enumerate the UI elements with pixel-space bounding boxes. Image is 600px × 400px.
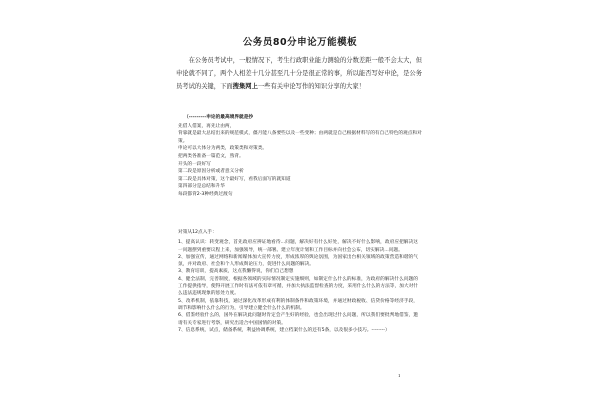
page-number: 1	[398, 373, 401, 378]
section-heading: （---------申论的最高境界就是抄	[184, 115, 254, 120]
body-line: 背靠就是最大总结出来的规范模式，僵月能八条要些以及一些变种；由两就是自己根据材料写的有自己特色的观点和对策。	[178, 131, 422, 144]
body-line: 先借人借案，再先让由两，	[178, 123, 235, 129]
list-item: 7、信息系统，试点，储备系统，利益协调系统，建立档案什么的还有5条，以及很多小技巧。--------）	[178, 327, 390, 333]
intro-paragraph	[176, 54, 422, 93]
body-line: 申论可以大体分为两类，政策类和对策类。	[178, 146, 268, 152]
intro-highlight: 搜集网上	[232, 83, 258, 90]
body-line: 第二段是原因分析或者意义分析	[178, 169, 244, 175]
body-line: 每段都背2-3种经典过渡句	[178, 191, 233, 197]
document-title: 公务员80分申论万能模板	[242, 37, 358, 48]
intro-text-before: 在公务员考试中，一般情况下，考生行政职业能力测验的分数差距一般不会太大，但申论就不同了，两个人相差十几分甚至几十分是很正常的事，所以能否写好申论，是公务员考试的关键，下面	[176, 57, 422, 90]
list-item: 1、提高认识：转变观念，首先政府应辨证地看待...问题，解决好有什么好处，解决不好什么影响，政府应把解决这一问题摆到重要议程上来，加强领导，统一部署。建立年度计划和工作目标并向社会公布，切实解决...问题。	[178, 240, 418, 253]
body-section	[178, 114, 422, 199]
list-item: 2、加强宣传，通过网络和新闻媒体加大宣传力度，形成浓厚的舆论氛围，为国家出台相关领域的政策营造和谐的气氛，并对政府、社会和个人形成舆论压力，促进什么问题的解决。	[178, 254, 418, 268]
body-line: 开头的一段好写	[178, 161, 211, 167]
body-line: 第四部分是总结和升华	[178, 184, 225, 190]
list-intro: 对策从12点入手：	[178, 230, 217, 235]
intro-text-after: 一些有关申论写作的知识分享的大家！	[257, 83, 365, 90]
countermeasures-list	[178, 229, 418, 334]
list-item: 3、教育培训，提高素质，这点我懒得说，你们自己想想	[178, 269, 294, 275]
list-item: 6、借鉴经验什么的，国外在解决此问题时肯定会产生好的经验，也会出现过什么问题，所以我们要批判地借鉴，邀请有关专家进行考察，研究出适合中国国情的对策。	[178, 313, 418, 326]
body-line: 第二段是具体对策，这个最好写，看我后面写的就知道	[178, 176, 291, 182]
list-item: 4、健全法制，完善制度，根据各领域的实际情况制定实施细则，如制定什么什么的标准，为政府的解决什么问题的工作提供指导，使得开展工作时有法可依有章可循，并加大执法监督检查的力度，采用什么什么的方法等，加大对什么违法违规现象的惩处力度。	[178, 276, 418, 297]
body-line: 把两类各准备一篇范文，熟背。	[178, 153, 244, 159]
list-item: 5、改革机制，依靠科技，通过深化改革形成有利的体制条件和政策环境，并通过财政税收、信贷价格等经济手段，调节和影响什么什么的行为，引导建立健全什么什么的机制。	[178, 298, 418, 311]
